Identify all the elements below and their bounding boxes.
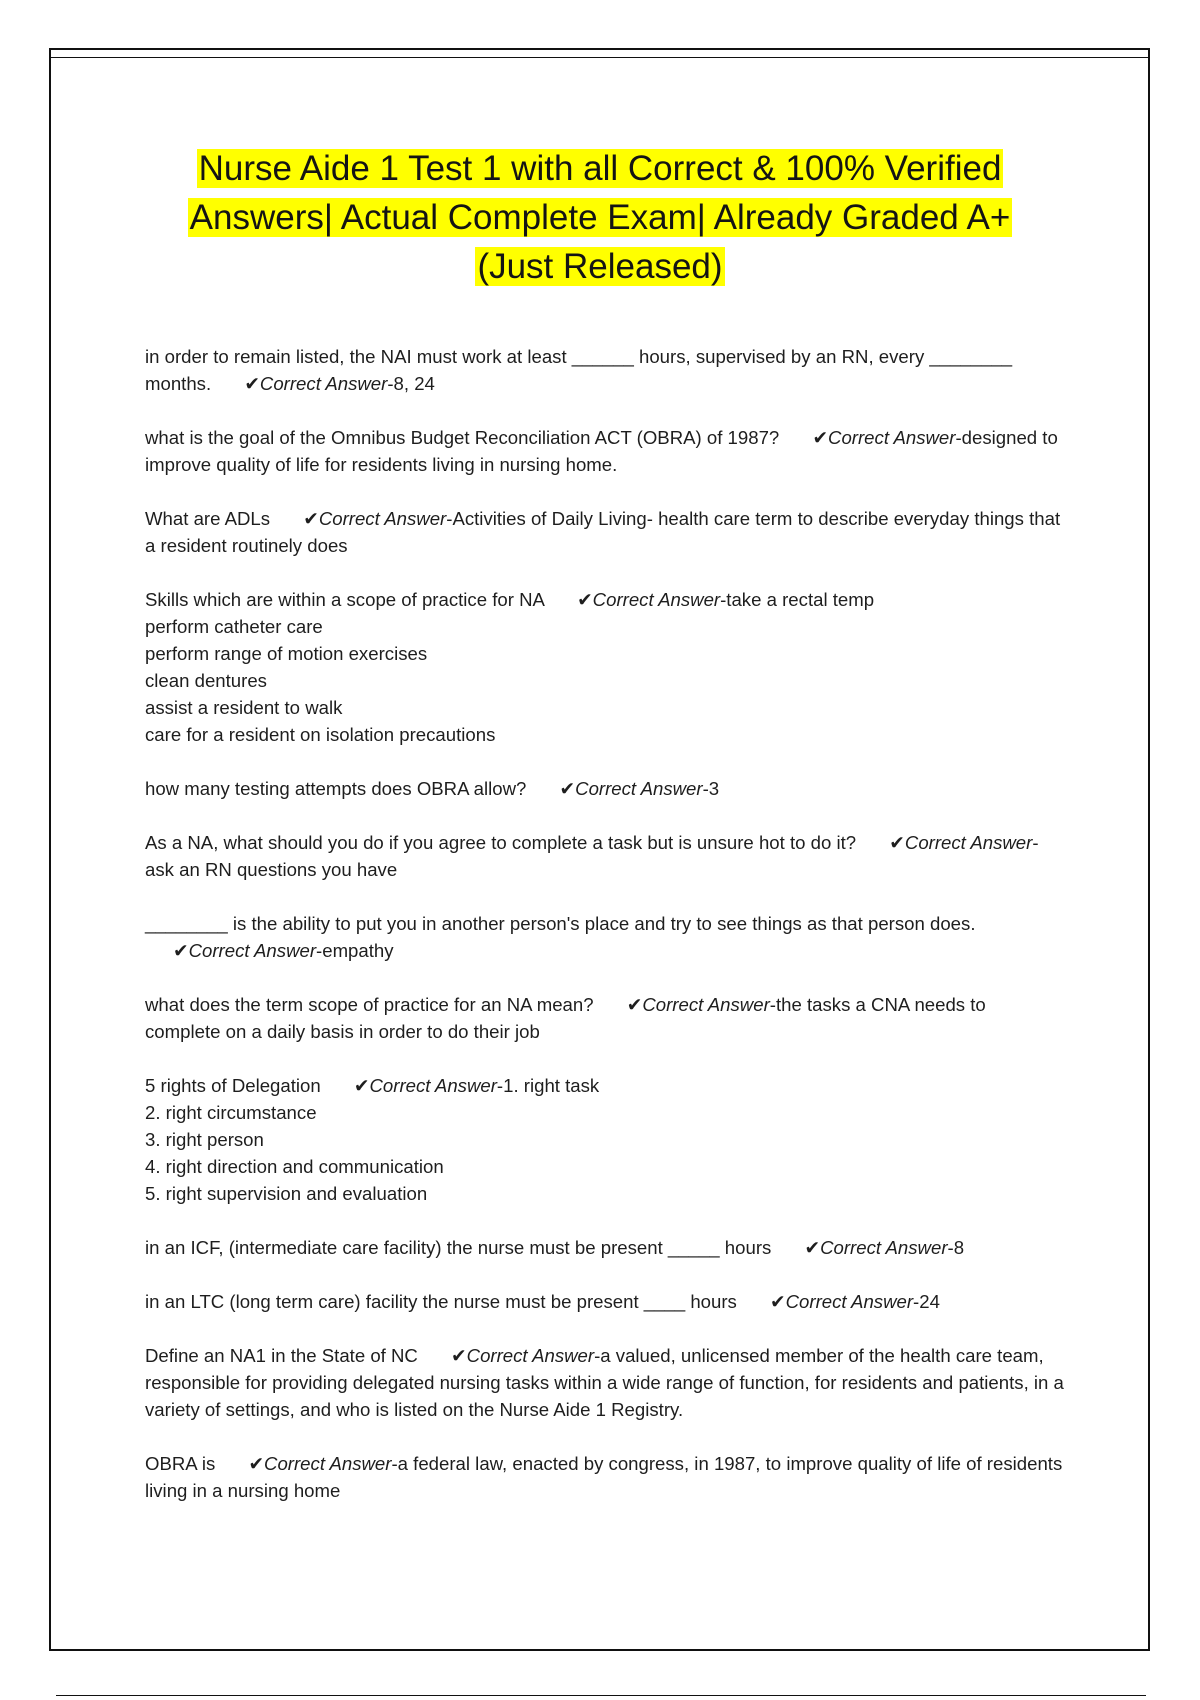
question-list <box>145 343 1065 1531</box>
qa-text <box>145 505 1065 559</box>
answer-text: -designed to improve quality of life for residents living in nursing home. <box>145 427 1058 475</box>
answer-list-line: perform catheter care <box>145 616 323 637</box>
qa-item <box>145 1288 1065 1315</box>
checkmark-icon: ✔ <box>244 373 260 394</box>
qa-text <box>145 991 1065 1045</box>
correct-answer-label <box>248 1453 391 1474</box>
correct-answer-label <box>770 1291 913 1312</box>
checkmark-icon: ✔ <box>303 508 319 529</box>
qa-item <box>145 424 1065 478</box>
answer-text: -8 <box>947 1237 965 1258</box>
answer-list-line: 4. right direction and communication <box>145 1156 444 1177</box>
correct-answer-label <box>804 1237 947 1258</box>
question-text: 5 rights of Delegation <box>145 1075 321 1096</box>
answer-text: -empathy <box>316 940 394 961</box>
document-title <box>100 144 1100 291</box>
question-text: in an LTC (long term care) facility the nurse must be present ____ hours <box>145 1291 737 1312</box>
checkmark-icon: ✔ <box>770 1291 786 1312</box>
answer-text: -take a rectal temp <box>720 589 875 610</box>
correct-answer-label <box>244 373 387 394</box>
answer-label-text: Correct Answer <box>785 1291 914 1312</box>
correct-answer-label <box>627 994 770 1015</box>
qa-item <box>145 505 1065 559</box>
correct-answer-label <box>303 508 446 529</box>
qa-text <box>145 829 1065 883</box>
answer-label-text: Correct Answer <box>642 994 770 1015</box>
checkmark-icon: ✔ <box>559 778 576 799</box>
title-line: (Just Released) <box>477 247 723 286</box>
checkmark-icon: ✔ <box>804 1237 821 1258</box>
bottom-rule <box>56 1695 1146 1696</box>
answer-list-line: clean dentures <box>145 670 267 691</box>
correct-answer-label <box>354 1075 497 1096</box>
qa-text <box>145 775 1065 802</box>
answer-label-text: Correct Answer <box>575 778 703 799</box>
qa-item <box>145 775 1065 802</box>
question-text: in an ICF, (intermediate care facility) the nurse must be present _____ hours <box>145 1237 772 1258</box>
answer-text: -Activities of Daily Living- health care term to describe everyday things that a resident routinely does <box>145 508 1061 556</box>
answer-list-line: perform range of motion exercises <box>145 643 428 664</box>
qa-item <box>145 1342 1065 1423</box>
qa-text <box>145 1234 1065 1261</box>
question-text: What are ADLs <box>145 508 271 529</box>
answer-label-text: Correct Answer <box>188 940 317 961</box>
correct-answer-label <box>577 589 720 610</box>
answer-label-text: Correct Answer <box>592 589 721 610</box>
answer-label-text: Correct Answer <box>904 832 1033 853</box>
checkmark-icon: ✔ <box>812 427 829 448</box>
qa-item <box>145 1234 1065 1261</box>
qa-text <box>145 343 1065 397</box>
correct-answer-label <box>812 427 955 448</box>
title-line: Nurse Aide 1 Test 1 with all Correct & 100% Verified <box>198 149 1002 188</box>
correct-answer-label <box>173 940 316 961</box>
answer-text: -the tasks a CNA needs to complete on a daily basis in order to do their job <box>145 994 986 1042</box>
qa-text <box>145 424 1065 478</box>
checkmark-icon: ✔ <box>889 832 905 853</box>
answer-text: -a federal law, enacted by congress, in 1987, to improve quality of life of residents living in a nursing home <box>145 1453 1063 1501</box>
answer-list-line: 2. right circumstance <box>145 1102 317 1123</box>
qa-item <box>145 586 1065 748</box>
checkmark-icon: ✔ <box>353 1075 370 1096</box>
question-text: in order to remain listed, the NAI must work at least ______ hours, supervised by an RN, every ________ months. <box>145 346 1013 394</box>
question-text: ________ is the ability to put you in another person's place and try to see things as that person does. <box>145 913 976 934</box>
question-text: Define an NA1 in the State of NC <box>145 1345 418 1366</box>
answer-list-line: 5. right supervision and evaluation <box>145 1183 428 1204</box>
answer-label-text: Correct Answer <box>259 373 388 394</box>
question-text: OBRA is <box>145 1453 216 1474</box>
qa-item <box>145 1072 1065 1207</box>
answer-label-text: Correct Answer <box>466 1345 595 1366</box>
qa-item <box>145 991 1065 1045</box>
checkmark-icon: ✔ <box>451 1345 467 1366</box>
qa-text <box>145 910 1065 964</box>
qa-text <box>145 1072 1065 1099</box>
answer-label-text: Correct Answer <box>318 508 447 529</box>
answer-list-line: 3. right person <box>145 1129 264 1150</box>
question-text: what is the goal of the Omnibus Budget Reconciliation ACT (OBRA) of 1987? <box>145 427 780 448</box>
question-text: Skills which are within a scope of practice for NA <box>145 589 544 610</box>
qa-text <box>145 1450 1065 1504</box>
qa-text <box>145 586 1065 613</box>
question-text: As a NA, what should you do if you agree to complete a task but is unsure hot to do it? <box>145 832 857 853</box>
correct-answer-label <box>889 832 1032 853</box>
question-text: what does the term scope of practice for an NA mean? <box>145 994 594 1015</box>
qa-item <box>145 910 1065 964</box>
qa-item <box>145 1450 1065 1504</box>
qa-text <box>145 1342 1065 1423</box>
answer-text: -8, 24 <box>387 373 435 394</box>
answer-list-line: care for a resident on isolation precautions <box>145 724 496 745</box>
title-line: Answers| Actual Complete Exam| Already Graded A+ <box>189 198 1011 237</box>
checkmark-icon: ✔ <box>626 994 643 1015</box>
qa-text <box>145 1288 1065 1315</box>
answer-text: -3 <box>702 778 720 799</box>
top-rule <box>51 57 1148 58</box>
answer-text: -1. right task <box>496 1075 600 1096</box>
answer-label-text: Correct Answer <box>828 427 956 448</box>
qa-item <box>145 343 1065 397</box>
answer-text: -a valued, unlicensed member of the health care team, responsible for providing delegated nursing tasks within a wide range of function, for residents and patients, in a variety of settings, and who is listed on the Nurse Aide 1 Registry. <box>145 1345 1064 1420</box>
answer-label-text: Correct Answer <box>820 1237 948 1258</box>
answer-text: -24 <box>913 1291 940 1312</box>
correct-answer-label <box>451 1345 594 1366</box>
checkmark-icon: ✔ <box>248 1453 265 1474</box>
correct-answer-label <box>560 778 703 799</box>
answer-label-text: Correct Answer <box>264 1453 392 1474</box>
qa-item <box>145 829 1065 883</box>
answer-label-text: Correct Answer <box>369 1075 497 1096</box>
checkmark-icon: ✔ <box>173 940 189 961</box>
answer-list-line: assist a resident to walk <box>145 697 343 718</box>
answer-text: -ask an RN questions you have <box>145 832 1039 880</box>
checkmark-icon: ✔ <box>577 589 593 610</box>
question-text: how many testing attempts does OBRA allow? <box>145 778 527 799</box>
